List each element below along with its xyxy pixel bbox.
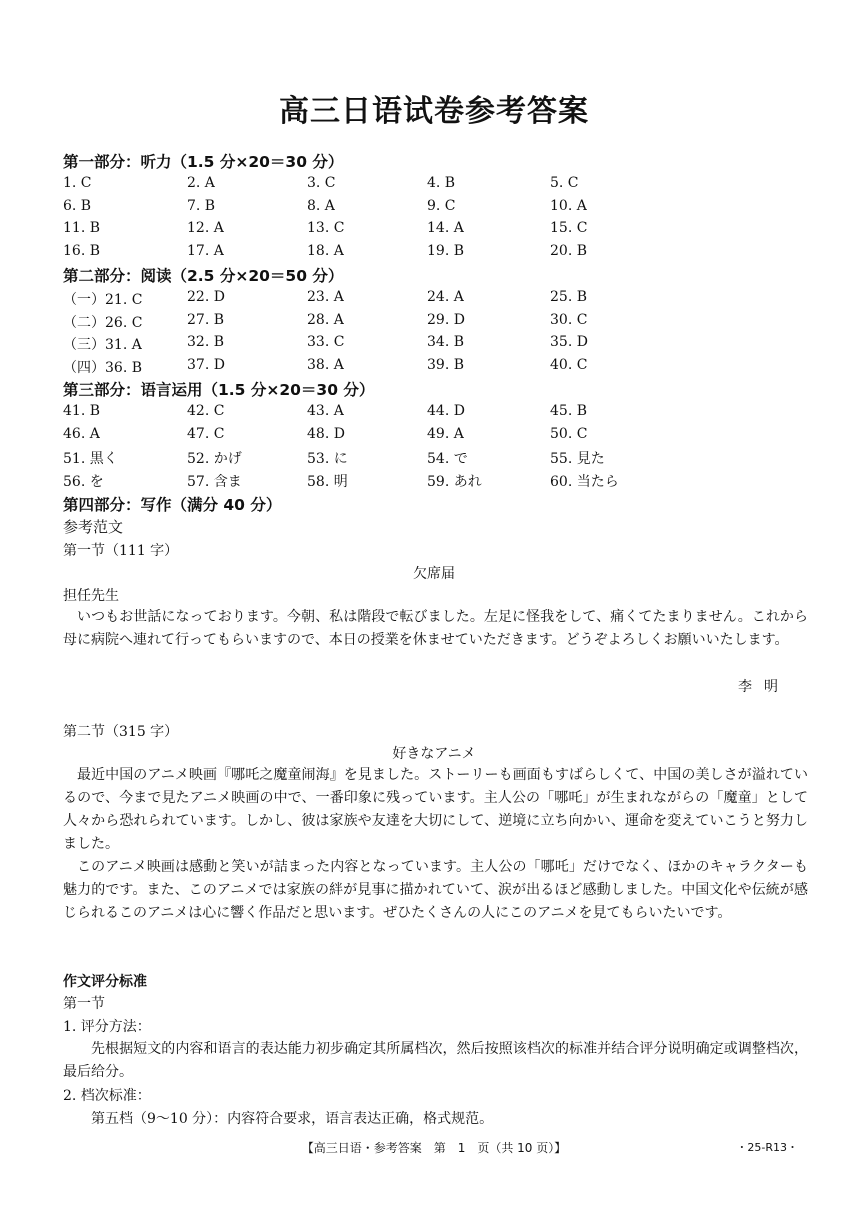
answer-cell: 38. A bbox=[307, 357, 344, 373]
answer-cell: 24. A bbox=[427, 289, 464, 305]
section2-doc-title: 好きなアニメ bbox=[392, 746, 476, 762]
answer-cell: 4. B bbox=[427, 175, 456, 191]
answer-cell: 19. B bbox=[427, 243, 465, 259]
answer-cell: 56. を bbox=[63, 474, 104, 490]
section1-doc-title: 欠席届 bbox=[413, 566, 455, 582]
section1-addressee: 担任先生 bbox=[63, 588, 119, 604]
answer-cell: 6. B bbox=[63, 198, 92, 214]
part3-heading: 第三部分：语言运用（1.5 分×20＝30 分） bbox=[63, 381, 375, 399]
section1-label: 第一节（111 字） bbox=[63, 543, 179, 559]
answer-cell: （四）36. B bbox=[63, 360, 143, 376]
answer-cell: 35. D bbox=[550, 334, 588, 350]
answer-cell: 39. B bbox=[427, 357, 465, 373]
answer-cell: 44. D bbox=[427, 403, 465, 419]
section2-paragraph: 最近中国のアニメ映画『哪吒之魔童闹海』を見ました。ストーリーも画面もすばらしくて、中国の美しさが溢れているので、今まで見たアニメ映画の中で、一番印象に残っています。主人公の「哪吒」が生まれながらの「魔童」として人々から恐れられています。しかし、彼は家族や友達を大切にして、逆境に立ち向かい、運命を変えていこうと努力しました。 bbox=[63, 767, 808, 852]
answer-cell: 12. A bbox=[187, 220, 224, 236]
answer-cell: 52. かげ bbox=[187, 451, 242, 467]
answer-cell: 45. B bbox=[550, 403, 588, 419]
answer-cell: 28. A bbox=[307, 312, 344, 328]
document-code: ・25-R13・ bbox=[736, 1141, 798, 1154]
section2-label: 第二节（315 字） bbox=[63, 724, 179, 740]
answer-cell: （一）21. C bbox=[63, 292, 143, 308]
answer-cell: 1. C bbox=[63, 175, 92, 191]
answer-cell: （三）31. A bbox=[63, 337, 142, 353]
grading-item1-text: 先根据短文的内容和语言的表达能力初步确定其所属档次，然后按照该档次的标准并结合评分说明确定或调整档次，最后给分。 bbox=[63, 1041, 808, 1080]
grading-heading: 作文评分标准 bbox=[63, 974, 147, 990]
answer-cell: 32. B bbox=[187, 334, 225, 350]
grading-item2-label: 2. 档次标准： bbox=[63, 1088, 151, 1104]
answer-cell: 9. C bbox=[427, 198, 456, 214]
answer-cell: 27. B bbox=[187, 312, 225, 328]
answer-cell: 53. に bbox=[307, 451, 348, 467]
answer-cell: 59. あれ bbox=[427, 474, 482, 490]
answer-cell: 41. B bbox=[63, 403, 101, 419]
answer-cell: 49. A bbox=[427, 426, 464, 442]
answer-cell: 60. 当たら bbox=[550, 474, 619, 490]
answer-cell: 20. B bbox=[550, 243, 588, 259]
answer-cell: 34. B bbox=[427, 334, 465, 350]
answer-cell: 3. C bbox=[307, 175, 336, 191]
answer-cell: 11. B bbox=[63, 220, 101, 236]
answer-cell: 29. D bbox=[427, 312, 465, 328]
answer-cell: 22. D bbox=[187, 289, 225, 305]
answer-cell: 58. 明 bbox=[307, 474, 348, 490]
answer-cell: 15. C bbox=[550, 220, 588, 236]
page-title: 高三日语试卷参考答案 bbox=[279, 94, 589, 129]
sample-essay-label: 参考范文 bbox=[63, 518, 124, 536]
answer-cell: 14. A bbox=[427, 220, 464, 236]
answer-cell: 48. D bbox=[307, 426, 345, 442]
answer-cell: 33. C bbox=[307, 334, 345, 350]
answer-cell: 57. 含ま bbox=[187, 474, 242, 490]
answer-cell: 10. A bbox=[550, 198, 587, 214]
answer-cell: 2. A bbox=[187, 175, 215, 191]
grading-section: 第一节 bbox=[63, 996, 105, 1012]
answer-cell: 42. C bbox=[187, 403, 225, 419]
section2-paragraph: このアニメ映画は感動と笑いが詰まった内容となっています。主人公の「哪吒」だけでなく、ほかのキャラクターも魅力的です。また、このアニメでは家族の絆が見事に描かれていて、涙が出るほど感動しました。中国文化や伝統が感じられるこのアニメは心に響く作品だと思います。ぜひたくさんの人にこのアニメを見てもらいたいです。 bbox=[63, 859, 808, 921]
answer-cell: 55. 見た bbox=[550, 451, 605, 467]
answer-cell: 23. A bbox=[307, 289, 344, 305]
answer-cell: 37. D bbox=[187, 357, 225, 373]
part1-heading: 第一部分：听力（1.5 分×20＝30 分） bbox=[63, 153, 344, 171]
answer-cell: 16. B bbox=[63, 243, 101, 259]
section1-signature: 李明 bbox=[738, 679, 790, 695]
grading-item1-label: 1. 评分方法： bbox=[63, 1019, 151, 1035]
part2-heading: 第二部分：阅读（2.5 分×20＝50 分） bbox=[63, 267, 344, 285]
answer-cell: 8. A bbox=[307, 198, 335, 214]
answer-cell: 25. B bbox=[550, 289, 588, 305]
answer-cell: 43. A bbox=[307, 403, 344, 419]
answer-cell: 47. C bbox=[187, 426, 225, 442]
answer-cell: 7. B bbox=[187, 198, 216, 214]
answer-cell: 17. A bbox=[187, 243, 224, 259]
answer-cell: 54. で bbox=[427, 451, 468, 467]
answer-cell: 30. C bbox=[550, 312, 588, 328]
answer-cell: 40. C bbox=[550, 357, 588, 373]
answer-cell: 46. A bbox=[63, 426, 100, 442]
answer-cell: 13. C bbox=[307, 220, 345, 236]
answer-cell: （二）26. C bbox=[63, 315, 143, 331]
page-footer: 【高三日语・参考答案 第 1 页（共 10 页）】 bbox=[301, 1141, 567, 1155]
part4-heading: 第四部分：写作（满分 40 分） bbox=[63, 496, 282, 514]
answer-cell: 51. 黒く bbox=[63, 451, 118, 467]
grading-item2-text: 第五档（9～10 分）：内容符合要求，语言表达正确，格式规范。 bbox=[91, 1111, 494, 1127]
section1-body: いつもお世話になっております。今朝、私は階段で転びました。左足に怪我をして、痛くてたまりません。これから母に病院へ連れて行ってもらいますので、本日の授業を休ませていただきます。どうぞよろしくお願いいたします。 bbox=[63, 609, 808, 648]
answer-cell: 50. C bbox=[550, 426, 588, 442]
answer-cell: 5. C bbox=[550, 175, 579, 191]
answer-cell: 18. A bbox=[307, 243, 344, 259]
